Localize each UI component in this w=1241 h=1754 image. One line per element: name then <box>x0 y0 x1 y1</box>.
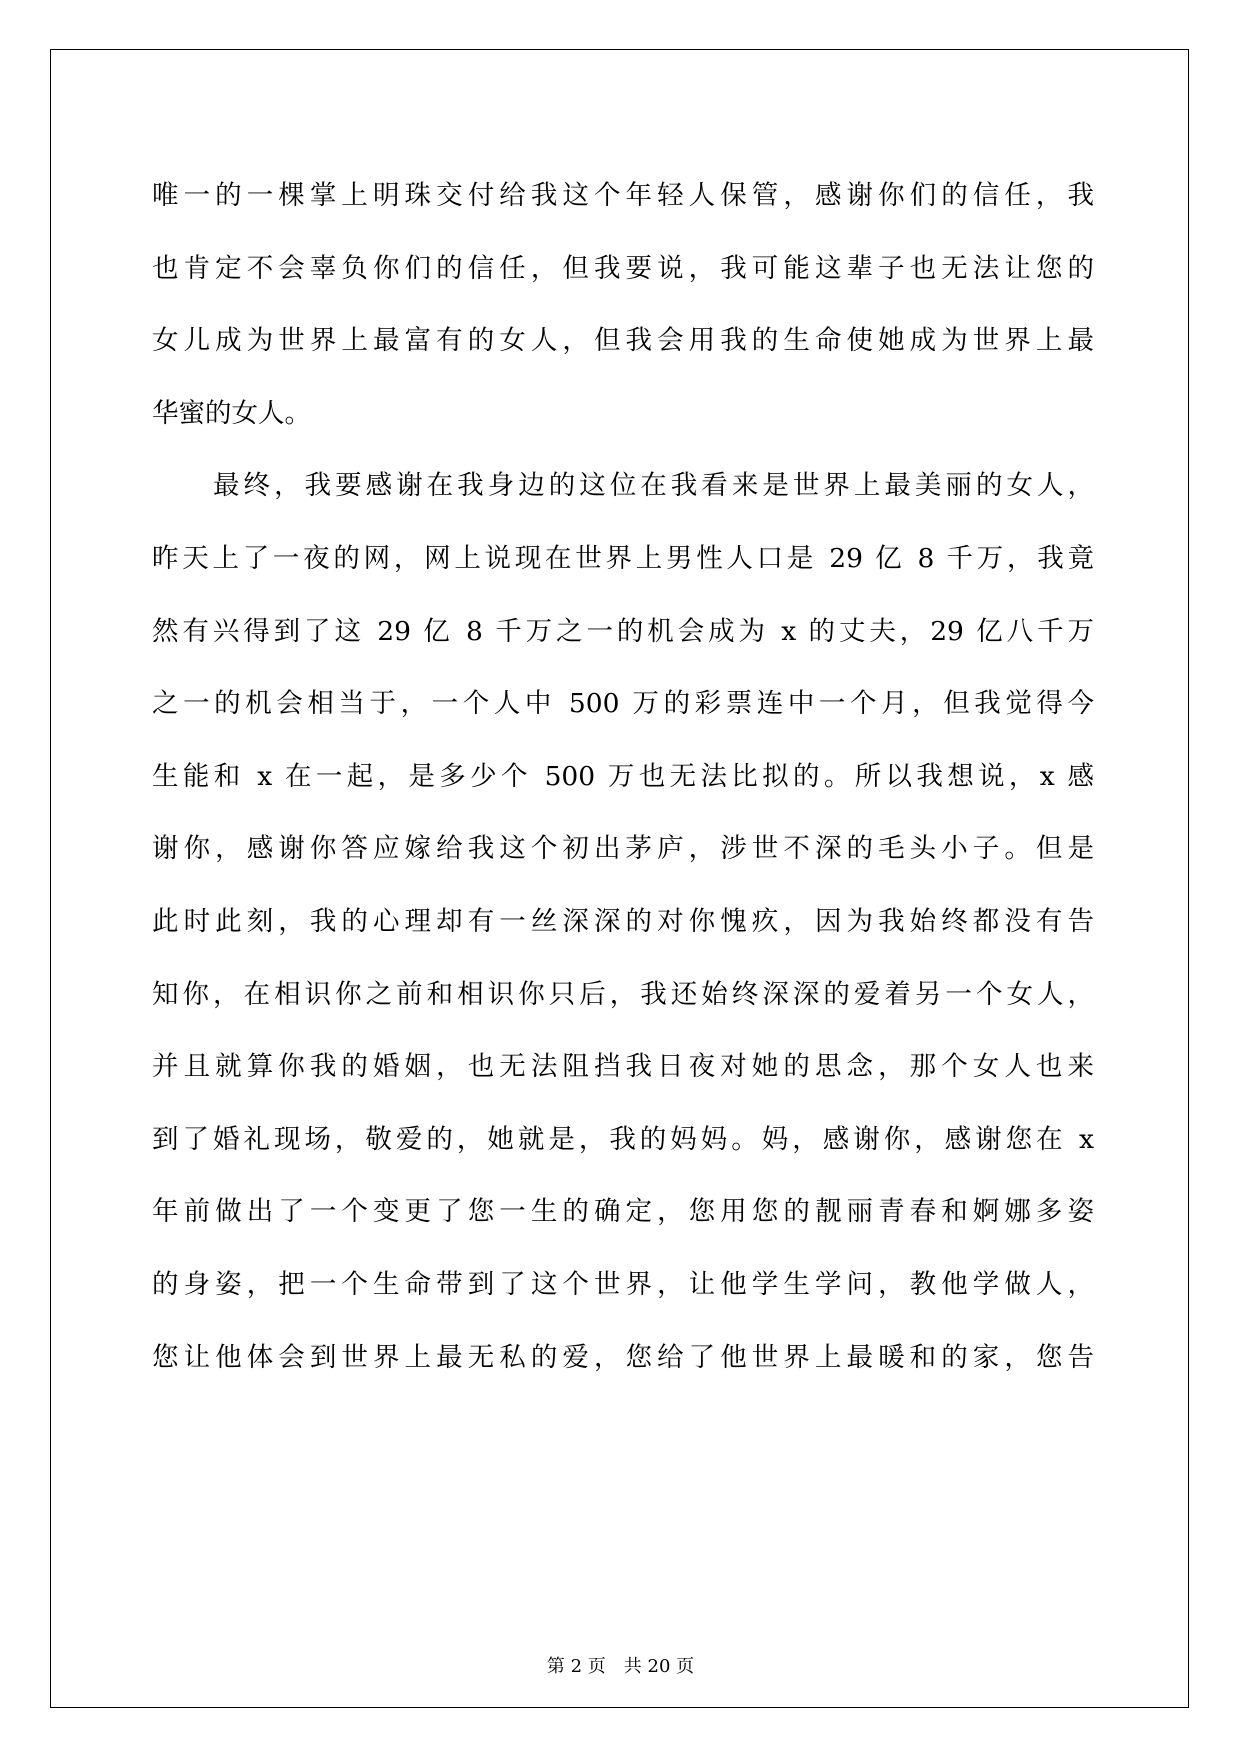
text-line: 昨天上了一夜的网，网上说现在世界上男性人口是 29 亿 8 千万，我竟 <box>152 542 1094 574</box>
text-line: 谢你，感谢你答应嫁给我这个初出茅庐，涉世不深的毛头小子。但是 <box>152 833 1094 865</box>
text-line: 您让他体会到世界上最无私的爱，您给了他世界上最暖和的家，您告 <box>152 1341 1094 1373</box>
page-number: 第 2 页 共 20 页 <box>546 1656 695 1677</box>
text-line: 年前做出了一个变更了您一生的确定，您用您的靓丽青春和婀娜多姿 <box>152 1196 1094 1228</box>
text-line: 的身姿，把一个生命带到了这个世界，让他学生学问，教他学做人， <box>152 1268 1094 1300</box>
text-line: 此时此刻，我的心理却有一丝深深的对你愧疚，因为我始终都没有告 <box>152 905 1094 937</box>
text-line: 女儿成为世界上最富有的女人，但我会用我的生命使她成为世界上最 <box>152 325 1094 357</box>
text-line: 生能和 x 在一起，是多少个 500 万也无法比拟的。所以我想说，x 感 <box>152 760 1094 792</box>
text-line: 之一的机会相当于，一个人中 500 万的彩票连中一个月，但我觉得今 <box>152 688 1094 720</box>
text-line: 唯一的一棵掌上明珠交付给我这个年轻人保管，感谢你们的信任，我 <box>152 180 1094 211</box>
text-line: 并且就算你我的婚姻，也无法阻挡我日夜对她的思念，那个女人也来 <box>152 1051 1094 1083</box>
text-line: 然有兴得到了这 29 亿 8 千万之一的机会成为 x 的丈夫，29 亿八千万 <box>152 615 1094 647</box>
text-line: 华蜜的女人。 <box>152 397 311 429</box>
text-line: 到了婚礼现场，敬爱的，她就是，我的妈妈。妈，感谢你，感谢您在 x <box>152 1123 1094 1155</box>
document-body <box>152 160 1094 1394</box>
text-line: 也肯定不会辜负你们的信任，但我要说，我可能这辈子也无法让您的 <box>152 252 1094 284</box>
text-line: 知你，在相识你之前和相识你只后，我还始终深深的爱着另一个女人， <box>152 978 1094 1010</box>
text-line: 最终，我要感谢在我身边的这位在我看来是世界上最美丽的女人， <box>152 470 1094 502</box>
